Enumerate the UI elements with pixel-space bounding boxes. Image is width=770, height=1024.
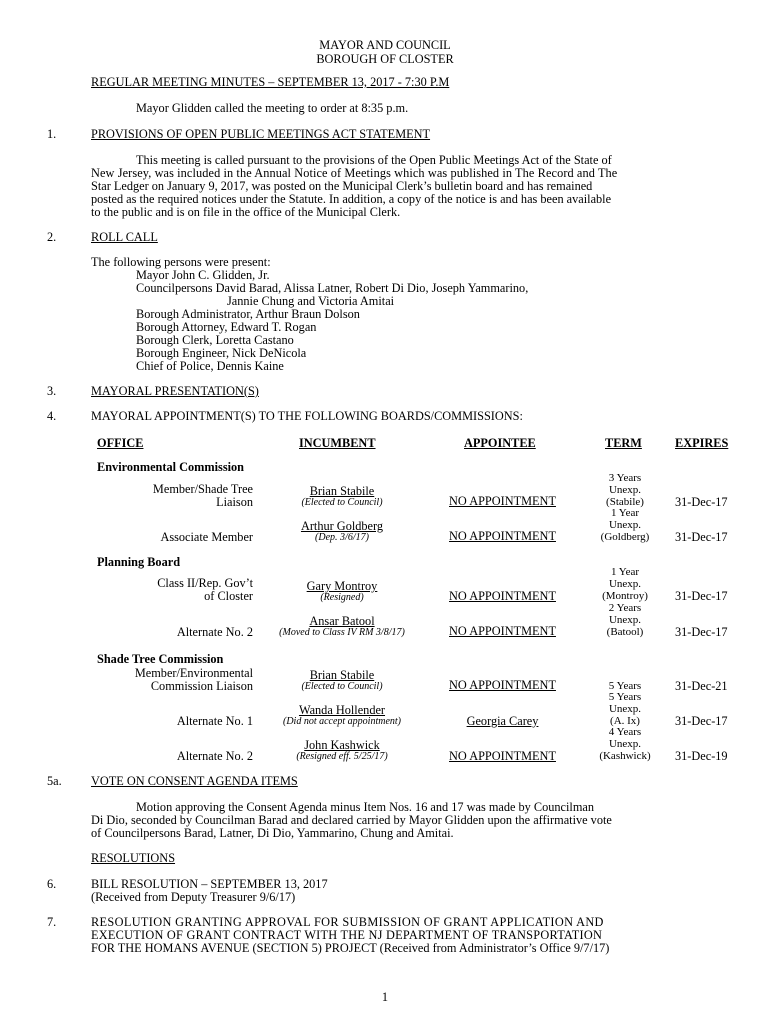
section-number: 1. bbox=[47, 127, 57, 141]
term-line: (Batool) bbox=[606, 626, 644, 638]
section-number: 4. bbox=[47, 409, 57, 423]
incumbent-name: Ansar Batool bbox=[309, 614, 375, 628]
resolution-source: (Received from Deputy Treasurer 9/6/17) bbox=[91, 890, 296, 904]
office-name: Member/Shade Tree bbox=[152, 482, 253, 496]
group-heading: Shade Tree Commission bbox=[97, 652, 224, 666]
term-line: 1 Year bbox=[610, 507, 640, 519]
term-line: Unexp. bbox=[608, 614, 642, 626]
paragraph-line: This meeting is called pursuant to the provisions of the Open Public Meetings Act of the State of bbox=[136, 153, 612, 167]
term-line: 2 Years bbox=[608, 602, 642, 614]
incumbent-note: (Dep. 3/6/17) bbox=[315, 532, 369, 543]
incumbent-note: (Resigned eff. 5/25/17) bbox=[296, 751, 388, 762]
appointee-name: NO APPOINTMENT bbox=[449, 589, 556, 603]
roll-call-engineer: Borough Engineer, Nick DeNicola bbox=[136, 346, 307, 360]
expires-date: 31-Dec-21 bbox=[675, 679, 728, 693]
incumbent-name: John Kashwick bbox=[304, 738, 380, 752]
section-number: 2. bbox=[47, 230, 57, 244]
incumbent-note: (Elected to Council) bbox=[301, 497, 383, 508]
office-name: Associate Member bbox=[160, 530, 253, 544]
resolutions-heading: RESOLUTIONS bbox=[91, 851, 176, 865]
roll-call-attorney: Borough Attorney, Edward T. Rogan bbox=[136, 320, 317, 334]
paragraph-line: New Jersey, was included in the Annual Notice of Meetings which was published in The Record and The bbox=[91, 166, 618, 180]
office-name: Alternate No. 1 bbox=[176, 714, 253, 728]
section-number: 5a. bbox=[47, 774, 62, 788]
paragraph-line: to the public and is on file in the office of the Municipal Clerk. bbox=[91, 205, 401, 219]
office-name: Alternate No. 2 bbox=[176, 625, 253, 639]
term-line: Unexp. bbox=[608, 578, 642, 590]
term-line: (Stabile) bbox=[606, 496, 644, 508]
term-line: (Kashwick) bbox=[599, 750, 651, 762]
office-name: Class II/Rep. Gov’t bbox=[157, 576, 253, 590]
resolution-title: RESOLUTION GRANTING APPROVAL FOR SUBMISSION OF GRANT APPLICATION AND bbox=[91, 915, 604, 929]
appointee-name: NO APPOINTMENT bbox=[449, 678, 556, 692]
roll-call-council-cont: Jannie Chung and Victoria Amitai bbox=[227, 294, 395, 308]
col-header-appointee: APPOINTEE bbox=[464, 436, 536, 450]
expires-date: 31-Dec-17 bbox=[675, 714, 728, 728]
roll-call-police: Chief of Police, Dennis Kaine bbox=[136, 359, 284, 373]
term-line: (Goldberg) bbox=[600, 531, 650, 543]
term-line: (Montroy) bbox=[602, 590, 648, 602]
term-line: Unexp. bbox=[608, 484, 642, 496]
paragraph-line: Di Dio, seconded by Councilman Barad and declared carried by Mayor Glidden upon the affirmative vote bbox=[91, 813, 612, 827]
term-line: 1 Year bbox=[610, 566, 640, 578]
term-line: 5 Years bbox=[608, 691, 642, 703]
incumbent-name: Gary Montroy bbox=[306, 579, 378, 593]
incumbent-name: Brian Stabile bbox=[309, 484, 375, 498]
expires-date: 31-Dec-17 bbox=[675, 625, 728, 639]
section-number: 7. bbox=[47, 915, 57, 929]
resolution-title-cont: FOR THE HOMANS AVENUE (SECTION 5) PROJECT (Received from Administrator’s Office 9/7/17) bbox=[91, 941, 610, 955]
incumbent-note: (Moved to Class IV RM 3/8/17) bbox=[279, 627, 405, 638]
section-title: ROLL CALL bbox=[91, 230, 158, 244]
doc-title-line1: MAYOR AND COUNCIL bbox=[319, 38, 451, 52]
term-line: 3 Years bbox=[608, 472, 642, 484]
expires-date: 31-Dec-19 bbox=[675, 749, 728, 763]
appointee-name: NO APPOINTMENT bbox=[449, 529, 556, 543]
col-header-expires: EXPIRES bbox=[675, 436, 729, 450]
meeting-title: REGULAR MEETING MINUTES – SEPTEMBER 13, 2017 - 7:30 P.M bbox=[91, 75, 450, 89]
group-heading: Environmental Commission bbox=[97, 460, 245, 474]
col-header-incumbent: INCUMBENT bbox=[299, 436, 376, 450]
term-line: Unexp. bbox=[608, 738, 642, 750]
office-name: Alternate No. 2 bbox=[176, 749, 253, 763]
roll-call-mayor: Mayor John C. Glidden, Jr. bbox=[136, 268, 270, 282]
page-number: 1 bbox=[381, 990, 389, 1004]
appointee-name: NO APPOINTMENT bbox=[449, 624, 556, 638]
col-header-term: TERM bbox=[605, 436, 642, 450]
term-line: (A. Ix) bbox=[610, 715, 640, 727]
office-name-cont: Commission Liaison bbox=[150, 679, 253, 693]
office-name: Member/Environmental bbox=[134, 666, 253, 680]
doc-title-line2: BOROUGH OF CLOSTER bbox=[316, 52, 454, 66]
office-name-cont: Liaison bbox=[216, 495, 253, 509]
incumbent-note: (Resigned) bbox=[320, 592, 364, 603]
section-title: MAYORAL APPOINTMENT(S) TO THE FOLLOWING BOARDS/COMMISSIONS: bbox=[91, 409, 523, 423]
paragraph-line: Star Ledger on January 9, 2017, was posted on the Municipal Clerk’s bulletin board and has remained bbox=[91, 179, 593, 193]
col-header-office: OFFICE bbox=[97, 436, 144, 450]
incumbent-name: Wanda Hollender bbox=[298, 703, 386, 717]
call-to-order: Mayor Glidden called the meeting to order at 8:35 p.m. bbox=[136, 101, 409, 115]
incumbent-name: Arthur Goldberg bbox=[300, 519, 384, 533]
term-line: Unexp. bbox=[608, 703, 642, 715]
appointee-name: NO APPOINTMENT bbox=[449, 749, 556, 763]
paragraph-line: Motion approving the Consent Agenda minus Item Nos. 16 and 17 was made by Councilman bbox=[136, 800, 594, 814]
term-line: Unexp. bbox=[608, 519, 642, 531]
roll-call-council: Councilpersons David Barad, Alissa Latner, Robert Di Dio, Joseph Yammarino, bbox=[136, 281, 529, 295]
roll-call-administrator: Borough Administrator, Arthur Braun Dolson bbox=[136, 307, 360, 321]
paragraph-line: of Councilpersons Barad, Latner, Di Dio, Yammarino, Chung and Amitai. bbox=[91, 826, 454, 840]
incumbent-name: Brian Stabile bbox=[309, 668, 375, 682]
section-number: 3. bbox=[47, 384, 57, 398]
expires-date: 31-Dec-17 bbox=[675, 530, 728, 544]
appointee-name: NO APPOINTMENT bbox=[449, 494, 556, 508]
section-number: 6. bbox=[47, 877, 57, 891]
appointee-name: Georgia Carey bbox=[466, 714, 539, 728]
term-line: 5 Years bbox=[608, 680, 642, 692]
section-title: PROVISIONS OF OPEN PUBLIC MEETINGS ACT STATEMENT bbox=[91, 127, 431, 141]
expires-date: 31-Dec-17 bbox=[675, 495, 728, 509]
resolution-title-cont: EXECUTION OF GRANT CONTRACT WITH THE NJ DEPARTMENT OF TRANSPORTATION bbox=[91, 928, 603, 942]
group-heading: Planning Board bbox=[97, 555, 181, 569]
resolution-title: BILL RESOLUTION – SEPTEMBER 13, 2017 bbox=[91, 877, 328, 891]
paragraph-line: posted as the required notices under the Statute. In addition, a copy of the notice is and has been available bbox=[91, 192, 612, 206]
term-line: 4 Years bbox=[608, 726, 642, 738]
incumbent-note: (Did not accept appointment) bbox=[282, 716, 402, 727]
section-title: VOTE ON CONSENT AGENDA ITEMS bbox=[91, 774, 298, 788]
incumbent-note: (Elected to Council) bbox=[301, 681, 383, 692]
roll-call-intro: The following persons were present: bbox=[91, 255, 271, 269]
expires-date: 31-Dec-17 bbox=[675, 589, 728, 603]
office-name-cont: of Closter bbox=[204, 589, 253, 603]
roll-call-clerk: Borough Clerk, Loretta Castano bbox=[136, 333, 294, 347]
section-title: MAYORAL PRESENTATION(S) bbox=[91, 384, 259, 398]
